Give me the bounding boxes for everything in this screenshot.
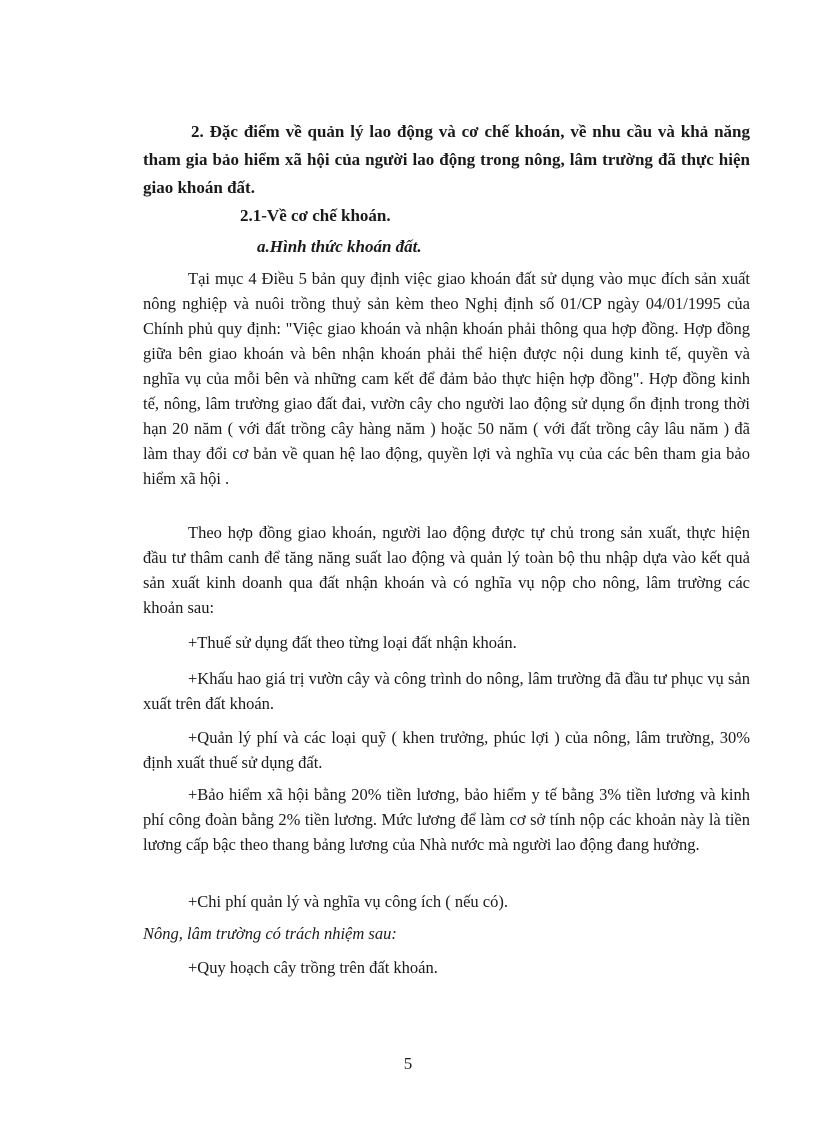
- paragraph-1: Tại mục 4 Điều 5 bản quy định việc giao khoán đất sử dụng vào mục đích sản xuất nông nghiệp và nuôi trồng thuỷ sản kèm theo Nghị định số 01/CP ngày 04/01/1995 của Chính phủ quy định: "Việc giao khoán và nhận khoán phải thông qua hợp đồng. Hợp đồng giữa bên giao khoán và bên nhận khoán phải thể hiện được nội dung kinh tế, quyền và nghĩa vụ của mỗi bên và những cam kết để đảm bảo thực hiện hợp đồng". Hợp đồng kinh tế, nông, lâm trường giao đất đai, vườn cây cho người lao động sử dụng ổn định trong thời hạn 20 năm ( với đất trồng cây hàng năm ) hoặc 50 năm ( với đất trồng cây lâu năm ) đã làm thay đổi cơ bản về quan hệ lao động, quyền lợi và nghĩa vụ của các bên tham gia bảo hiểm xã hội .: [143, 269, 750, 488]
- section-heading: 2. Đặc điểm về quản lý lao động và cơ chế khoán, về nhu cầu và khả năng tham gia bảo hiểm xã hội của người lao động trong nông, lâm trường đã thực hiện giao khoán đất.: [143, 122, 750, 197]
- subsubsection-heading: a.Hình thức khoán đất.: [257, 237, 422, 256]
- italic-subheading: Nông, lâm trường có trách nhiệm sau:: [143, 924, 397, 943]
- list-item: +Khấu hao giá trị vườn cây và công trình do nông, lâm trường đã đầu tư phục vụ sản xuất trên đất khoán.: [143, 669, 750, 713]
- list-item: +Chi phí quản lý và nghĩa vụ công ích ( nếu có).: [188, 892, 508, 911]
- list-item: +Quy hoạch cây trồng trên đất khoán.: [188, 958, 438, 977]
- subsection-heading: 2.1-Về cơ chế khoán.: [240, 206, 391, 225]
- list-item: +Bảo hiểm xã hội bằng 20% tiền lương, bảo hiểm y tế bằng 3% tiền lương và kinh phí công đoàn bằng 2% tiền lương. Mức lương để làm cơ sở tính nộp các khoản này là tiền lương cấp bậc theo thang bảng lương của Nhà nước mà người lao động đang hưởng.: [143, 785, 750, 854]
- paragraph-2: Theo hợp đồng giao khoán, người lao động được tự chủ trong sản xuất, thực hiện đầu tư thâm canh để tăng năng suất lao động và quản lý toàn bộ thu nhập dựa vào kết quả sản xuất kinh doanh qua đất nhận khoán và có nghĩa vụ nộp cho nông, lâm trường các khoản sau:: [143, 523, 750, 617]
- list-item: +Quản lý phí và các loại quỹ ( khen trưởng, phúc lợi ) của nông, lâm trường, 30% định xuất thuế sử dụng đất.: [143, 728, 750, 772]
- list-item: +Thuế sử dụng đất theo từng loại đất nhận khoán.: [188, 633, 517, 652]
- page-number: 5: [403, 1054, 413, 1073]
